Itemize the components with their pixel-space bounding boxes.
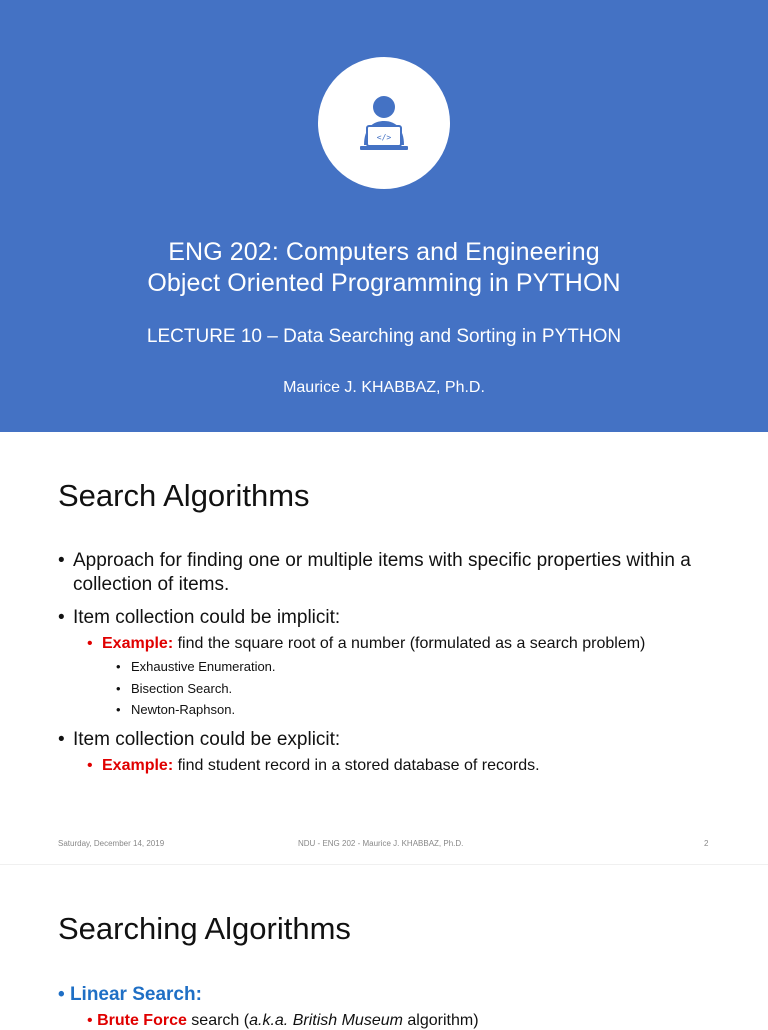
logo-circle (318, 57, 450, 189)
sub-text-1: search ( (186, 1012, 250, 1029)
bullet-dot: • (58, 607, 65, 628)
method-text: Exhaustive Enumeration. (131, 659, 276, 674)
author-name: Maurice J. KHABBAZ, Ph.D. (283, 379, 485, 396)
course-title-line-1: ENG 202: Computers and Engineering (168, 238, 600, 266)
method-item (116, 681, 232, 697)
example-text: find student record in a stored database of records. (173, 757, 540, 774)
bullet-text: Item collection could be implicit: (73, 607, 341, 628)
example-label: Example: (102, 635, 174, 652)
title-slide (0, 0, 768, 432)
slide-title: Search Algorithms (58, 478, 310, 513)
programmer-laptop-icon (354, 93, 414, 153)
slide-search-algorithms (0, 432, 768, 864)
example-text: find the square root of a number (formulated as a search problem) (173, 635, 646, 652)
bullet-dot: • (87, 1012, 93, 1029)
bullet-explicit (58, 728, 340, 752)
lecture-subtitle: LECTURE 10 – Data Searching and Sorting in PYTHON (146, 326, 622, 347)
bullet-dot: • (116, 659, 121, 674)
bullet-dot: • (87, 635, 93, 652)
sub-bullet-example-1 (87, 634, 645, 654)
sub-bullet-example-2 (87, 756, 540, 776)
sub-italic: a.k.a. British Museum (249, 1012, 403, 1029)
bullet-text: Linear Search: (69, 984, 202, 1005)
method-item (116, 659, 276, 675)
method-item (116, 702, 235, 718)
bullet-approach (58, 549, 698, 597)
brute-force-label: Brute Force (97, 1012, 187, 1029)
method-text: Newton-Raphson. (131, 702, 236, 717)
bullet-text: Item collection could be explicit: (73, 729, 341, 750)
bullet-linear-search: • Linear Search: (58, 984, 202, 1005)
course-title-line-2: Object Oriented Programming in PYTHON (147, 269, 621, 297)
footer-course: NDU - ENG 202 - Maurice J. KHABBAZ, Ph.D. (298, 839, 464, 848)
slide-searching-algorithms (0, 864, 768, 1029)
bullet-text: Approach for finding one or multiple items with specific properties within a collection of items. (73, 550, 691, 595)
svg-text:</>: </> (376, 133, 392, 142)
example-label: Example: (102, 757, 174, 774)
slide-title: Searching Algorithms (58, 911, 351, 946)
bullet-dot: • (116, 702, 121, 717)
bullet-dot: • (58, 550, 65, 571)
bullet-dot: • (58, 729, 65, 750)
footer-page-number: 2 (704, 839, 709, 848)
bullet-dot: • (87, 757, 93, 774)
bullet-dot: • (116, 681, 121, 696)
bullet-implicit (58, 606, 340, 630)
method-text: Bisection Search. (131, 681, 233, 696)
sub-text-2: algorithm) (402, 1012, 479, 1029)
footer-date: Saturday, December 14, 2019 (58, 839, 165, 848)
sub-bullet-brute-force (87, 1012, 479, 1030)
